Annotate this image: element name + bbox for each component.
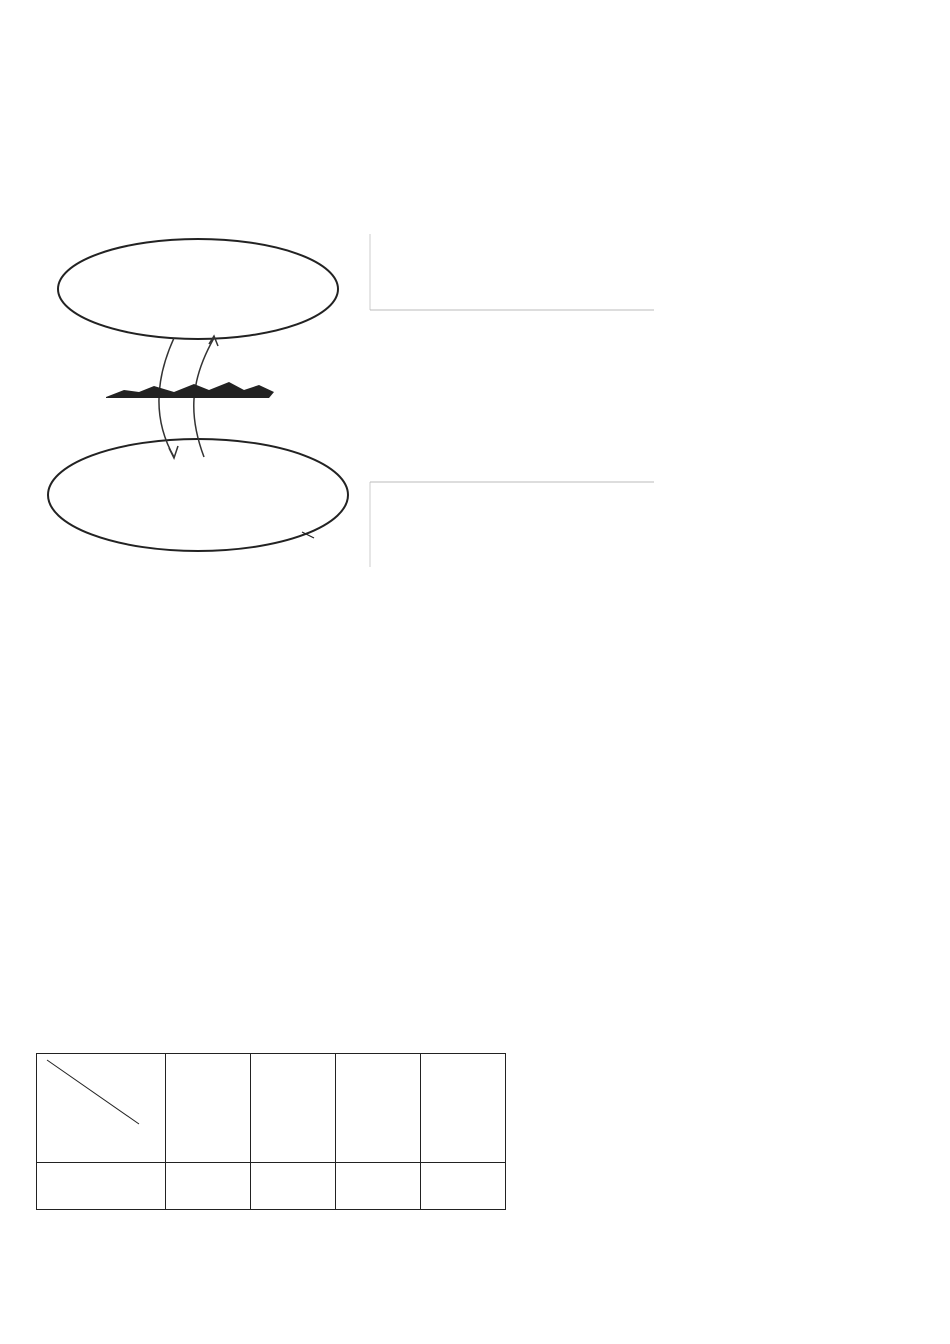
row-label [37, 1163, 166, 1210]
table-corner [37, 1054, 166, 1163]
figure-2 [370, 310, 654, 482]
cross-table [36, 1053, 506, 1210]
table-row [37, 1163, 506, 1210]
col-header-3 [336, 1054, 421, 1163]
row-value-1 [166, 1163, 251, 1210]
row-value-3 [336, 1163, 421, 1210]
q7-figure [44, 232, 656, 572]
col-header-4 [421, 1054, 506, 1163]
row-value-4 [421, 1163, 506, 1210]
row-value-2 [251, 1163, 336, 1210]
col-header-2 [251, 1054, 336, 1163]
figure-1 [48, 234, 370, 567]
